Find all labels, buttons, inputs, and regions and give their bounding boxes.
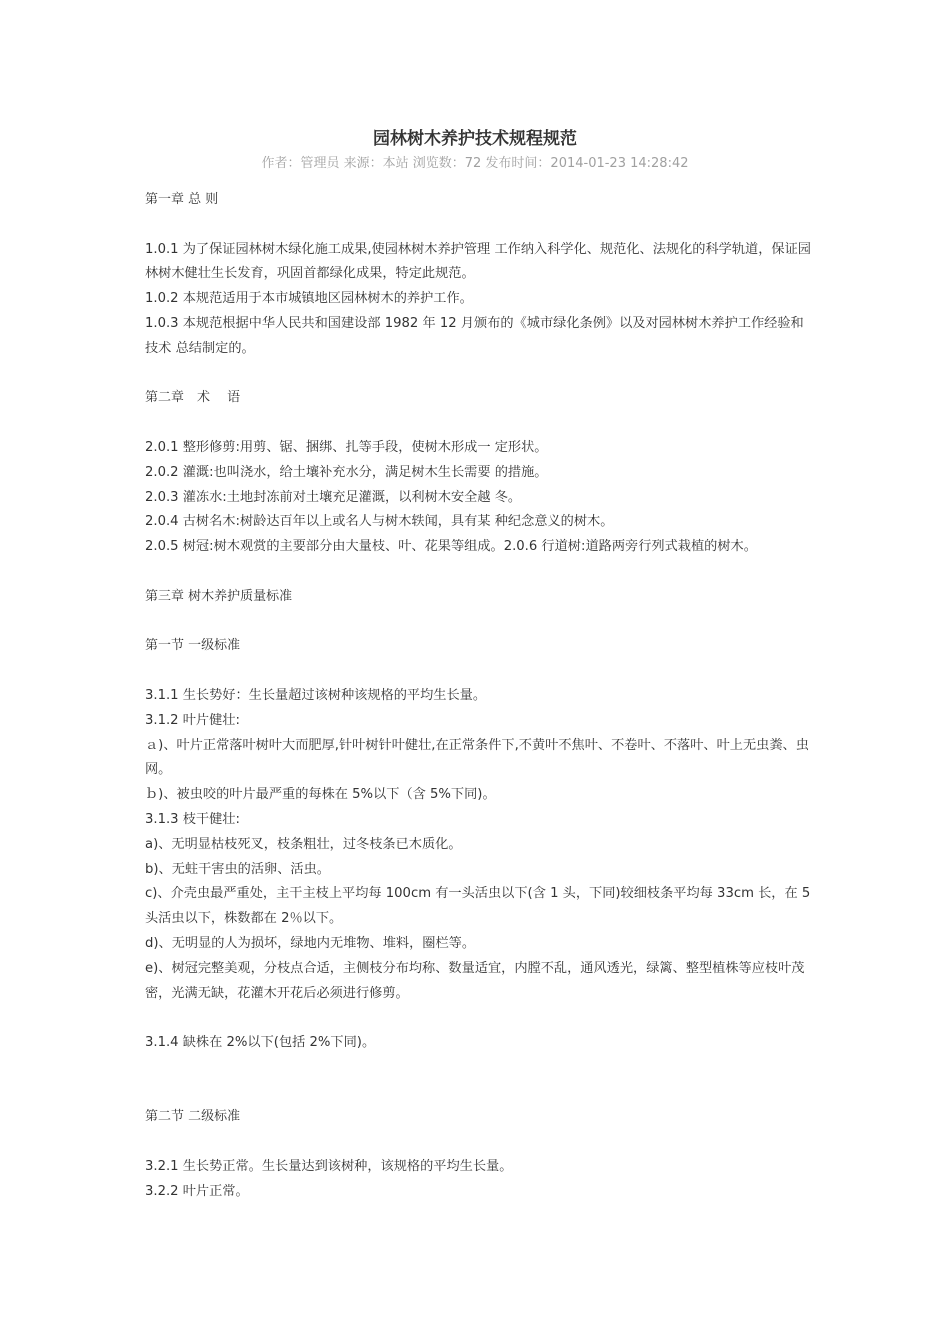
paragraph: 2.0.3 灌冻水:土地封冻前对土壤充足灌溉，以利树木安全越 冬。 [145,489,522,505]
paragraph: b)、无蛀干害虫的活卵、活虫。 [145,861,330,877]
chapter-heading: 第二章 术 语 [145,390,241,406]
paragraph: 2.0.4 古树名木:树龄达百年以上或名人与树木轶闻，具有某 种纪念意义的树木。 [145,514,614,530]
paragraph: 1.0.1 为了保证园林树木绿化施工成果,使园林树木养护管理 工作纳入科学化、规范化、法规化的科学轨道，保证园林树木健壮生长发育，巩固首都绿化成果，特定此规范。 [145,241,811,282]
paragraph: 3.1.3 枝干健壮: [145,811,240,827]
paragraph: 2.0.2 灌溉:也叫浇水，给土壤补充水分，满足树木生长需要 的措施。 [145,464,548,480]
paragraph: ｂ)、被虫咬的叶片最严重的每株在 5%以下（含 5%下同)。 [145,787,496,803]
section-heading: 第二节 二级标准 [145,1109,241,1125]
article-meta: 作者：管理员 来源：本站 浏览数：72 发布时间：2014-01-23 14:28:42 [261,156,689,171]
paragraph: 3.2.2 叶片正常。 [145,1183,249,1199]
article-body [145,188,813,1205]
paragraph: 3.1.4 缺株在 2%以下(包括 2%下同)。 [145,1035,376,1051]
paragraph: 2.0.1 整形修剪:用剪、锯、捆绑、扎等手段，使树木形成一 定形状。 [145,439,548,455]
paragraph: 1.0.2 本规范适用于本市城镇地区园林树木的养护工作。 [145,291,473,307]
paragraph: 2.0.5 树冠:树木观赏的主要部分由大量枝、叶、花果等组成。2.0.6 行道树:道路两旁行列式栽植的树木。 [145,539,757,555]
section-heading: 第一节 一级标准 [145,638,241,654]
paragraph: 3.1.1 生长势好：生长量超过该树种该规格的平均生长量。 [145,687,487,703]
paragraph: 3.2.1 生长势正常。生长量达到该树种，该规格的平均生长量。 [145,1159,513,1175]
paragraph: 3.1.2 叶片健壮: [145,712,240,728]
chapter-heading: 第三章 树木养护质量标准 [145,588,293,604]
paragraph: ａ)、叶片正常落叶树叶大而肥厚,针叶树针叶健壮,在正常条件下,不黄叶不焦叶、不卷叶、不落叶、叶上无虫粪、虫网。 [145,737,809,778]
paragraph: 1.0.3 本规范根据中华人民共和国建设部 1982 年 12 月颁布的《城市绿化条例》以及对园林树木养护工作经验和技术 总结制定的。 [145,315,804,356]
paragraph: a)、无明显枯枝死叉，枝条粗壮，过冬枝条已木质化。 [145,836,462,852]
paragraph: c)、介壳虫最严重处，主干主枝上平均每 100cm 有一头活虫以下(含 1 头，下同)较细枝条平均每 33cm 长，在 5 头活虫以下，株数都在 2％以下。 [145,886,811,927]
chapter-heading: 第一章 总 则 [145,192,219,207]
paragraph: d)、无明显的人为损坏，绿地内无堆物、堆料，圈栏等。 [145,935,476,951]
paragraph: e)、树冠完整美观，分枝点合适，主侧枝分布均称、数量适宜，内膛不乱，通风透光，绿篱、整型植株等应枝叶茂密，光满无缺，花灌木开花后必须进行修剪。 [145,960,805,1001]
page-title: 园林树木养护技术规程规范 [373,129,577,149]
